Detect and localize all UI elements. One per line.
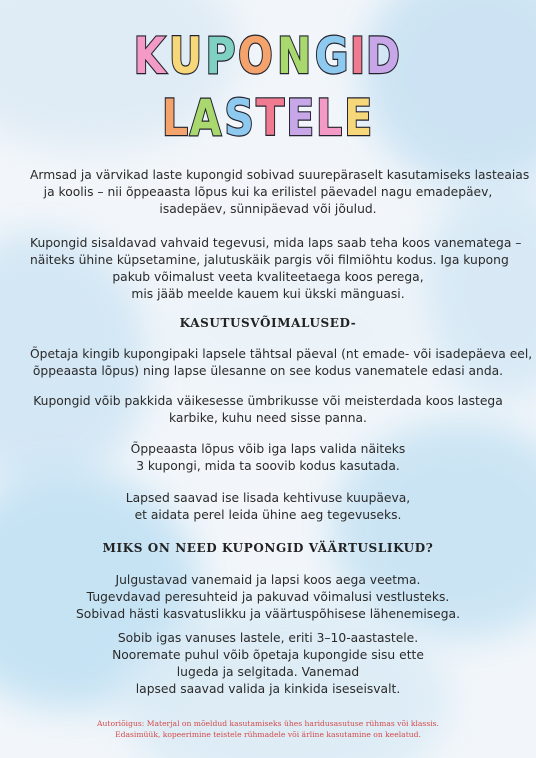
text-line: isadepäev, sünnipäevad või jõulud. bbox=[159, 202, 377, 216]
text-line: lugeda ja selgitada. Vanemad bbox=[176, 665, 360, 679]
text-line: Kupongid võib pakkida väikesesse ümbrikusse või meisterdada koos lastega bbox=[33, 394, 503, 408]
heading-why: MIKS ON NEED KUPONGID VÄÄRTUSLIKUD? bbox=[102, 541, 434, 555]
text-line: Lapsed saavad ise lisada kehtivuse kuupäeva, bbox=[125, 491, 411, 505]
title-letter: N bbox=[276, 27, 313, 85]
text-line: Sobivad hästi kasvatuslikku ja väärtuspõhisese lähenemisega. bbox=[75, 607, 460, 621]
text-line: et aidata perel leida ühine aeg tegevuseks. bbox=[134, 508, 402, 522]
text-line: Kupongid sisaldavad vahvaid tegevusi, mida laps saab teha koos vanematega – bbox=[30, 236, 522, 250]
why-paragraph-1 bbox=[30, 572, 506, 623]
title-letter: U bbox=[168, 27, 204, 85]
text-line: õppeaasta lõpus) ning lapse ülesanne on see kodus vanematele edasi anda. bbox=[32, 364, 504, 378]
usage-paragraph-1 bbox=[30, 346, 533, 380]
usage-paragraph-2 bbox=[30, 393, 506, 427]
text-line: Õppeaasta lõpus võib iga laps valida näiteks bbox=[130, 442, 406, 456]
title-letter: I bbox=[349, 27, 367, 85]
text-line: lapsed saavad valida ja kinkida iseseisvalt. bbox=[135, 682, 401, 696]
title-letter: G bbox=[314, 27, 350, 85]
text-line: 3 kupongi, mida ta soovib kodus kasutada. bbox=[136, 459, 400, 473]
text-line: Autoriõigus: Materjal on mõeldud kasutamiseks ühes haridusasutuse rühmas või klassis. bbox=[97, 719, 439, 728]
text-line: Tugevdavad peresuhteid ja pakuvad võimalusi vestlusteks. bbox=[86, 590, 450, 604]
title-letter: T bbox=[256, 89, 287, 147]
description-paragraph bbox=[30, 235, 522, 303]
title-letter: D bbox=[366, 27, 402, 85]
text-line: karbike, kuhu need sisse panna. bbox=[169, 411, 367, 425]
text-line: ja koolis – nii õppeaasta lõpus kui ka erilistel päevadel nagu emadepäev, bbox=[43, 185, 493, 199]
title-letter: O bbox=[238, 27, 275, 85]
text-line: mis jääb meelde kauem kui ükski mänguasi. bbox=[131, 287, 405, 301]
title-letter: L bbox=[161, 89, 190, 147]
text-line: pakub võimalust veeta kvaliteetaega koos perega, bbox=[112, 270, 424, 284]
text-line: Nooremate puhul võib õpetaja kupongide sisu ette bbox=[112, 648, 424, 662]
title-line-2 bbox=[0, 90, 536, 146]
usage-paragraph-3 bbox=[30, 441, 506, 475]
text-line: Armsad ja värvikad laste kupongid sobivad suurepäraselt kasutamiseks lasteaias bbox=[30, 168, 530, 182]
title-letter: P bbox=[205, 27, 237, 85]
text-line: näiteks ühine küpsetamine, jalutuskäik pargis või filmiõhtu kodus. Iga kupong bbox=[30, 253, 509, 267]
text-line: Õpetaja kingib kupongipaki lapsele tähtsal päeval (nt emade- või isadepäeva eel, bbox=[30, 347, 533, 361]
title-letter: S bbox=[224, 89, 256, 147]
title-line-1 bbox=[0, 28, 536, 84]
why-paragraph-2 bbox=[30, 630, 506, 698]
text-line: Sobib igas vanuses lastele, eriti 3–10-aastastele. bbox=[117, 631, 419, 645]
text-line: Julgustavad vanemaid ja lapsi koos aega veetma. bbox=[115, 573, 421, 587]
title-letter: E bbox=[286, 89, 317, 147]
title-letter: A bbox=[190, 89, 224, 147]
usage-paragraph-4 bbox=[30, 490, 506, 524]
heading-usage: KASUTUSVÕIMALUSED- bbox=[179, 316, 357, 330]
copyright-notice bbox=[0, 718, 536, 740]
title-letter: E bbox=[344, 89, 375, 147]
intro-paragraph bbox=[30, 167, 530, 218]
text-line: Edasimüük, kopeerimine teistele rühmadele või ärline kasutamine on keelatud. bbox=[115, 730, 421, 739]
title-letter: L bbox=[316, 89, 345, 147]
title-letter: K bbox=[133, 27, 168, 85]
